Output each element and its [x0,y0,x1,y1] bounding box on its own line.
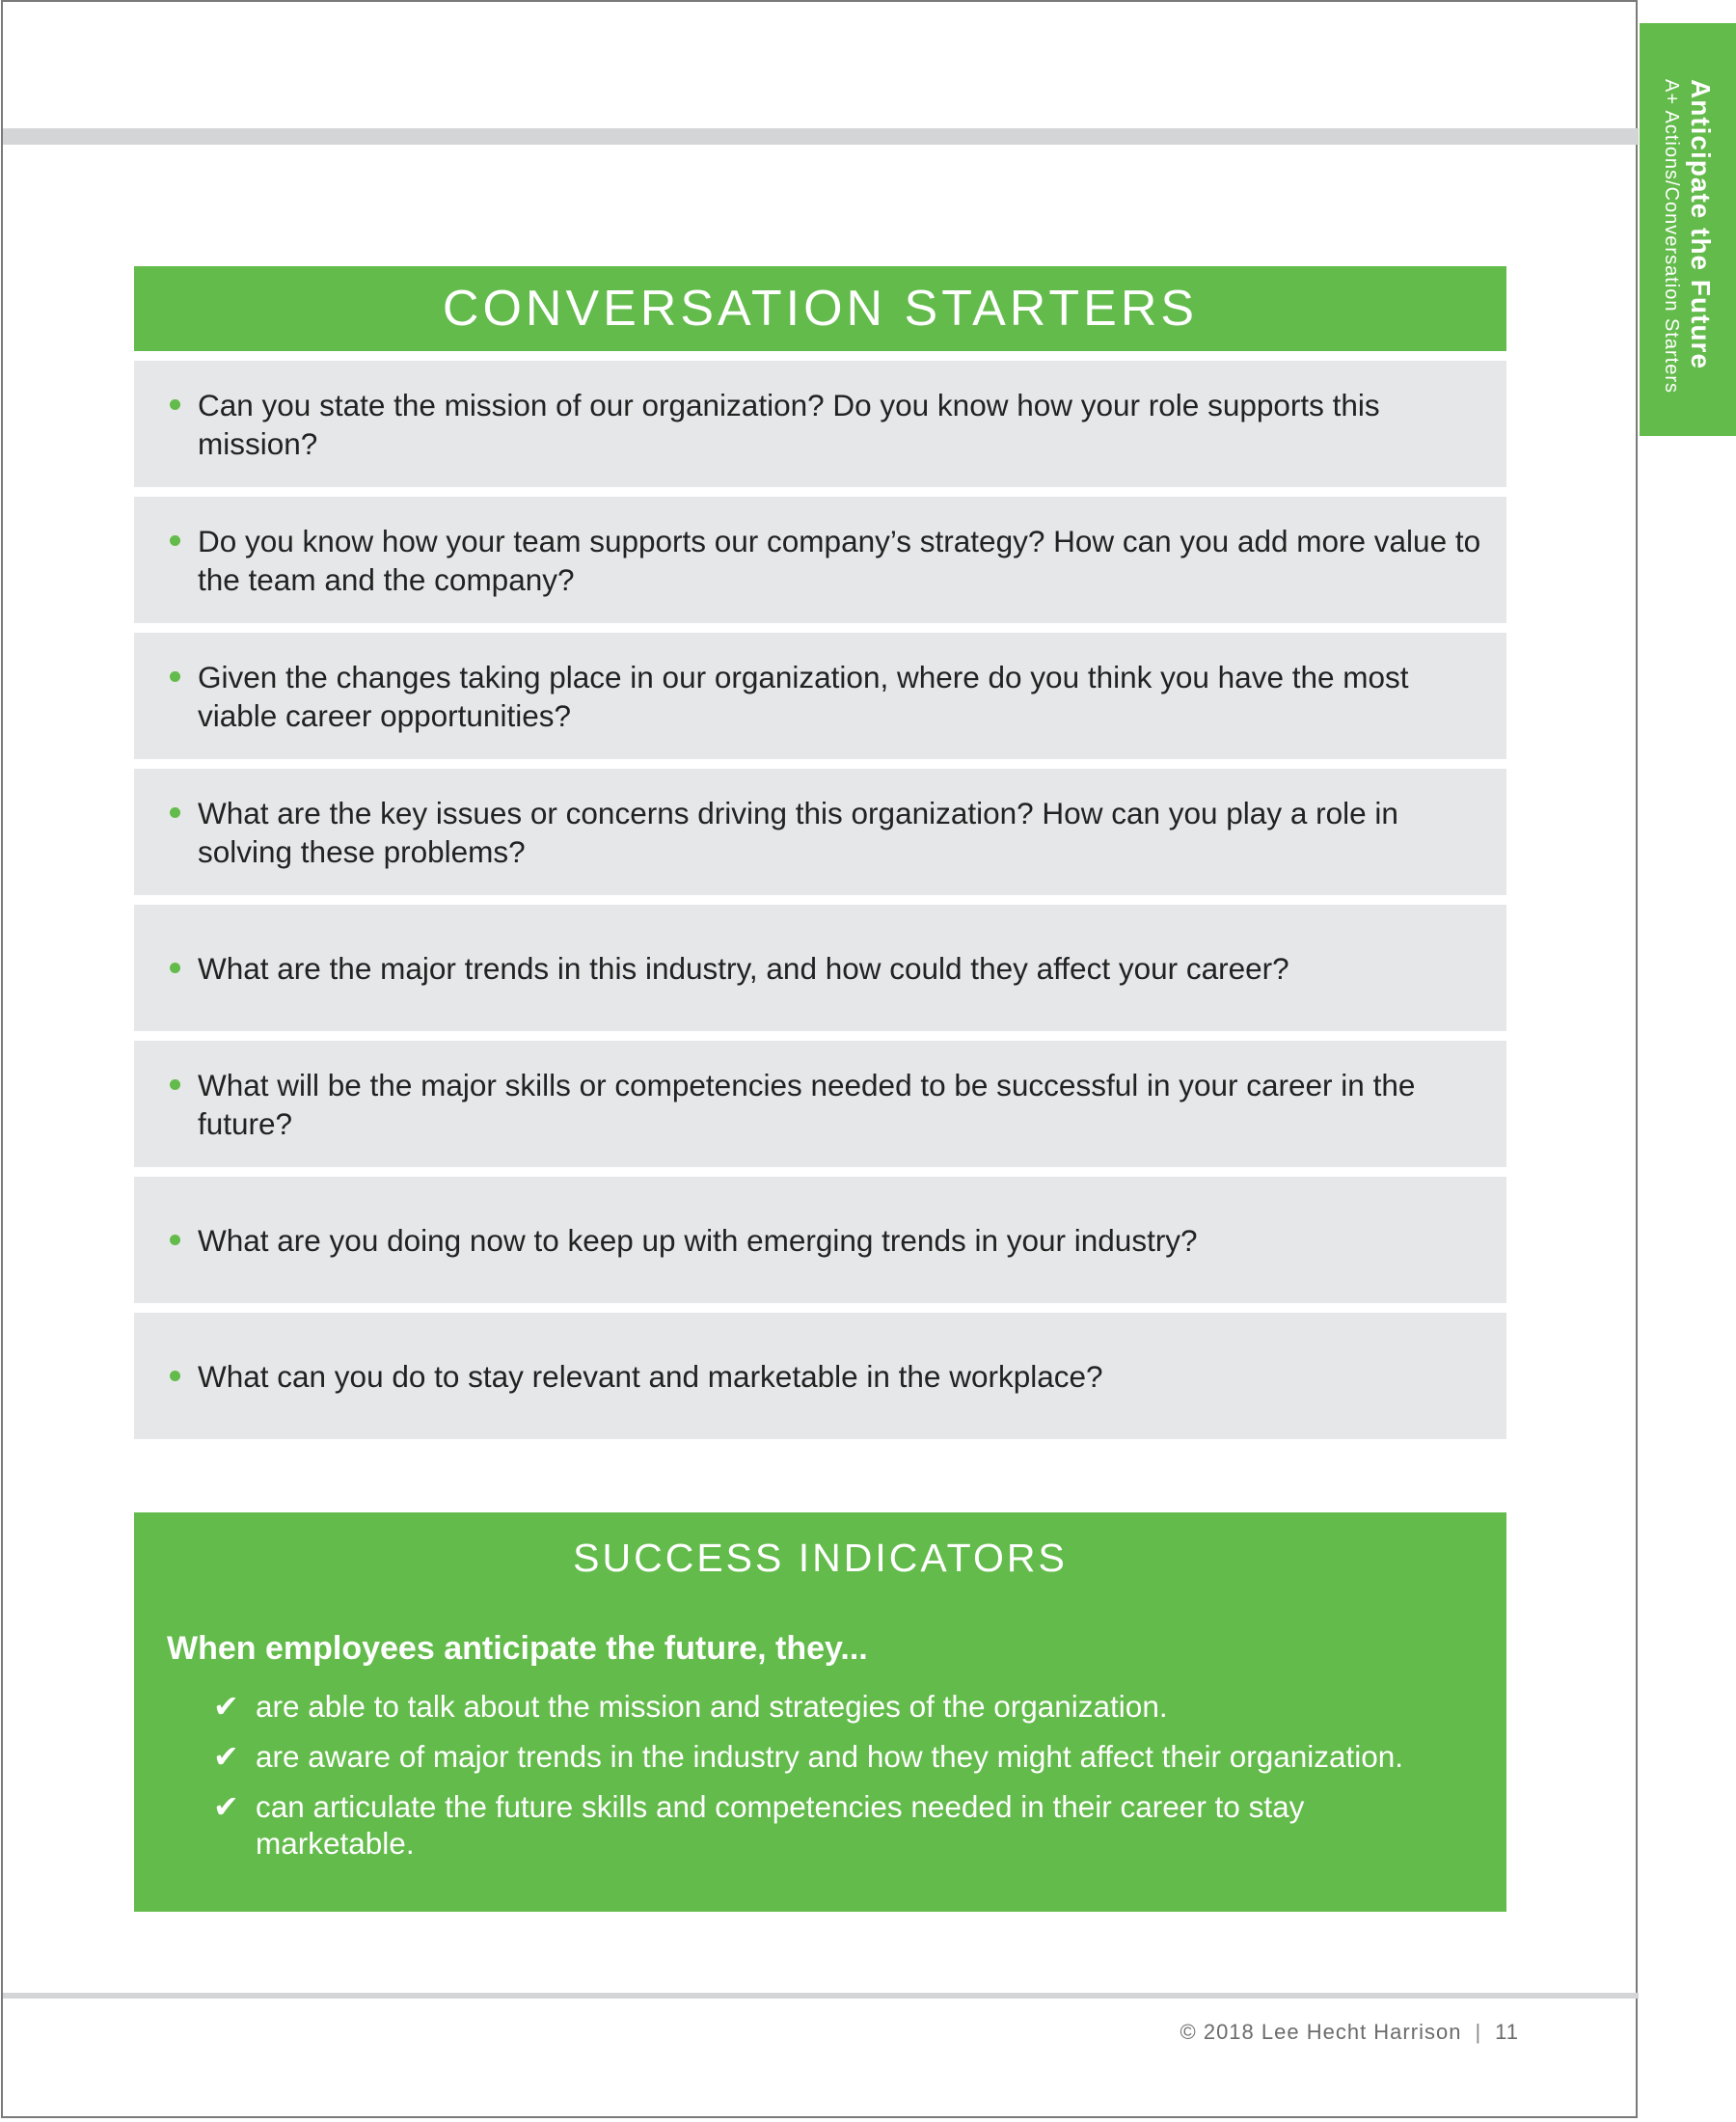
list-item [213,1788,1486,1862]
list-item [213,1688,1486,1725]
question-text: What are the major trends in this industry, and how could they affect your career? [198,950,1289,986]
question-text: Can you state the mission of our organization? Do you know how your role supports this mission? [198,387,1380,461]
side-tab-subtitle: A+ Actions/Conversation Starters [1661,79,1682,394]
bullet-icon [170,807,180,818]
indicator-text: are aware of major trends in the industry and how they might affect their organization. [256,1739,1404,1774]
list-item [134,769,1506,895]
page-number: 11 [1495,2020,1519,2044]
list-item [134,361,1506,487]
question-text: Given the changes taking place in our organization, where do you think you have the most viable career opportunities? [198,659,1409,733]
checkmark-icon: ✔ [213,1739,239,1774]
page-footer [1133,2020,1519,2045]
bullet-icon [170,1371,180,1381]
list-item [213,1738,1486,1775]
success-indicators-heading: SUCCESS INDICATORS [573,1536,1068,1580]
bullet-icon [170,671,180,682]
bullet-icon [170,535,180,546]
side-tab [1640,23,1736,436]
list-item [134,905,1506,1031]
list-item [134,1041,1506,1167]
list-item [134,497,1506,623]
list-item [134,633,1506,759]
copyright-text: © 2018 Lee Hecht Harrison [1180,2020,1462,2044]
bullet-icon [170,399,180,410]
indicator-text: are able to talk about the mission and strategies of the organization. [256,1689,1168,1724]
question-text: What can you do to stay relevant and marketable in the workplace? [198,1358,1103,1394]
success-indicators-lead: When employees anticipate the future, they... [167,1630,868,1667]
bullet-icon [170,1235,180,1245]
success-indicators-list [213,1688,1486,1875]
bullet-icon [170,1079,180,1090]
conversation-starters-heading: CONVERSATION STARTERS [134,266,1506,351]
bullet-icon [170,963,180,973]
question-text: What will be the major skills or competencies needed to be successful in your career in the future? [198,1067,1416,1141]
side-tab-title: Anticipate the Future [1686,79,1716,370]
success-indicators-panel [134,1512,1506,1912]
list-item [134,1177,1506,1303]
question-text: What are you doing now to keep up with emerging trends in your industry? [198,1222,1198,1258]
question-text: What are the key issues or concerns driving this organization? How can you play a role in solving these problems? [198,795,1398,869]
list-item [134,1313,1506,1439]
checkmark-icon: ✔ [213,1789,239,1824]
top-divider [3,128,1639,145]
bottom-divider [3,1993,1639,1999]
question-text: Do you know how your team supports our company’s strategy? How can you add more value to the team and the company? [198,523,1481,597]
checkmark-icon: ✔ [213,1689,239,1724]
indicator-text: can articulate the future skills and competencies needed in their career to stay marketable. [256,1789,1305,1861]
side-tab-content [1659,23,1717,436]
conversation-starters-list [134,361,1506,1449]
footer-separator: | [1475,2020,1482,2044]
